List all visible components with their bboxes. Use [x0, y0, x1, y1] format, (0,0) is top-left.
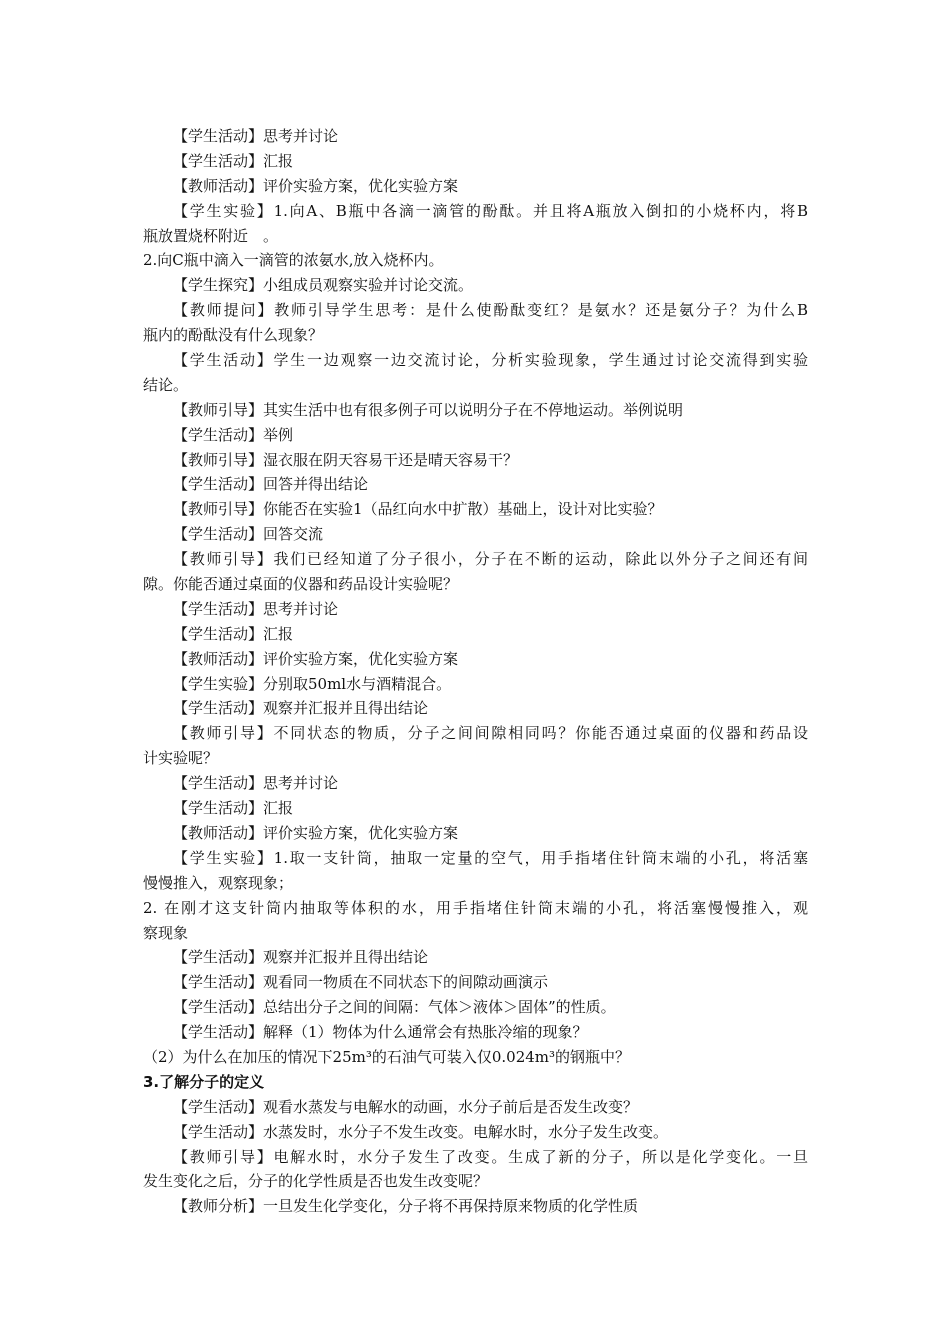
text-line: 慢慢推入，观察现象；	[143, 873, 294, 892]
text-line: 【学生活动】观看同一物质在不同状态下的间隙动画演示	[173, 973, 549, 992]
text-line: 结论。	[143, 375, 189, 394]
paragraph	[143, 1045, 808, 1070]
paragraph	[143, 995, 808, 1020]
text-line: 2.向C瓶中滴入一滴管的浓氨水,放入烧杯内。	[143, 251, 444, 270]
text-line: 发生变化之后，分子的化学性质是否也发生改变呢？	[143, 1172, 489, 1191]
text-line: 【学生活动】汇报	[173, 151, 294, 170]
paragraph	[143, 298, 808, 348]
paragraph	[143, 1020, 808, 1045]
text-line: 【教师活动】评价实验方案，优化实验方案	[173, 649, 459, 668]
text-line: 【学生活动】思考并讨论	[173, 127, 339, 145]
text-line: 【学生活动】解释（1）物体为什么通常会有热胀冷缩的现象？	[173, 1023, 588, 1042]
text-line: 【学生活动】回答交流	[173, 525, 324, 544]
text-line: 【学生活动】观察并汇报并且得出结论	[173, 948, 429, 967]
paragraph	[143, 1145, 808, 1195]
text-line: 瓶内的酚酞没有什么现象？	[143, 326, 324, 345]
text-line: 【学生活动】水蒸发时，水分子不发生改变。电解水时，水分子发生改变。	[173, 1122, 669, 1141]
document-body	[143, 124, 808, 1219]
paragraph	[143, 696, 808, 721]
text-line: 【教师引导】电解水时，水分子发生了改变。生成了新的分子，所以是化学变化。一旦	[173, 1147, 808, 1166]
text-line: 【教师引导】其实生活中也有很多例子可以说明分子在不停地运动。举例说明	[173, 400, 684, 419]
paragraph	[143, 647, 808, 672]
paragraph	[143, 622, 808, 647]
text-line: 【学生活动】总结出分子之间的间隔：气体＞液体＞固体”的性质。	[173, 998, 616, 1017]
text-line: 【学生活动】回答并得出结论	[173, 475, 369, 494]
paragraph	[143, 398, 808, 423]
text-line: 【学生活动】思考并讨论	[173, 774, 339, 793]
paragraph	[143, 547, 808, 597]
text-line: 【教师活动】评价实验方案，优化实验方案	[173, 176, 459, 195]
text-line: 【学生活动】观看水蒸发与电解水的动画，水分子前后是否发生改变？	[173, 1097, 639, 1116]
paragraph	[143, 1194, 808, 1219]
paragraph	[143, 423, 808, 448]
text-line: 【学生活动】汇报	[173, 799, 294, 818]
text-line: 【教师活动】评价实验方案，优化实验方案	[173, 823, 459, 842]
section-heading	[143, 1070, 808, 1095]
paragraph	[143, 796, 808, 821]
text-line: 【学生探究】小组成员观察实验并讨论交流。	[173, 276, 474, 295]
text-line: 【学生实验】1.取一支针筒，抽取一定量的空气，用手指堵住针筒末端的小孔，将活塞	[173, 848, 808, 867]
paragraph	[143, 273, 808, 298]
paragraph	[143, 124, 808, 149]
text-line: 【学生活动】举例	[173, 425, 294, 444]
text-line: 【教师引导】湿衣服在阴天容易干还是晴天容易干？	[173, 450, 519, 469]
paragraph	[143, 721, 808, 771]
paragraph	[143, 597, 808, 622]
paragraph	[143, 846, 808, 896]
text-line: 隙。你能否通过桌面的仪器和药品设计实验呢？	[143, 575, 459, 594]
paragraph	[143, 448, 808, 473]
paragraph	[143, 970, 808, 995]
text-line: 【教师分析】一旦发生化学变化，分子将不再保持原来物质的化学性质	[173, 1197, 639, 1216]
text-line: 3.了解分子的定义	[143, 1072, 265, 1091]
paragraph	[143, 821, 808, 846]
text-line: 【教师提问】教师引导学生思考：是什么使酚酞变红？是氨水？还是氨分子？为什么B	[173, 301, 808, 320]
text-line: 【学生活动】汇报	[173, 624, 294, 643]
paragraph	[143, 248, 808, 273]
text-line: 瓶放置烧杯附近 。	[143, 226, 279, 245]
text-line: 【学生实验】1.向A、B瓶中各滴一滴管的酚酞。并且将A瓶放入倒扣的小烧杯内，将B	[173, 201, 808, 220]
text-line: 【学生实验】分别取50ml水与酒精混合。	[173, 674, 452, 693]
text-line: 【学生活动】学生一边观察一边交流讨论，分析实验现象，学生通过讨论交流得到实验	[173, 351, 808, 370]
paragraph	[143, 149, 808, 174]
paragraph	[143, 348, 808, 398]
text-line: 计实验呢？	[143, 749, 219, 768]
paragraph	[143, 522, 808, 547]
paragraph	[143, 896, 808, 946]
paragraph	[143, 199, 808, 249]
text-line: 【教师引导】你能否在实验1（品红向水中扩散）基础上，设计对比实验？	[173, 500, 663, 519]
text-line: 察现象	[143, 923, 189, 942]
paragraph	[143, 1095, 808, 1120]
paragraph	[143, 472, 808, 497]
paragraph	[143, 771, 808, 796]
text-line: （2）为什么在加压的情况下25m³的石油气可装入仅0.024m³的钢瓶中？	[143, 1047, 631, 1066]
paragraph	[143, 497, 808, 522]
text-line: 【教师引导】我们已经知道了分子很小，分子在不断的运动，除此以外分子之间还有间	[173, 550, 808, 569]
text-line: 【学生活动】观察并汇报并且得出结论	[173, 699, 429, 718]
paragraph	[143, 174, 808, 199]
paragraph	[143, 945, 808, 970]
paragraph	[143, 672, 808, 697]
paragraph	[143, 1120, 808, 1145]
text-line: 【教师引导】不同状态的物质，分子之间间隙相同吗？你能否通过桌面的仪器和药品设	[173, 724, 808, 743]
text-line: 【学生活动】思考并讨论	[173, 599, 339, 618]
text-line: 2. 在刚才这支针筒内抽取等体积的水，用手指堵住针筒末端的小孔，将活塞慢慢推入，观	[143, 898, 808, 917]
